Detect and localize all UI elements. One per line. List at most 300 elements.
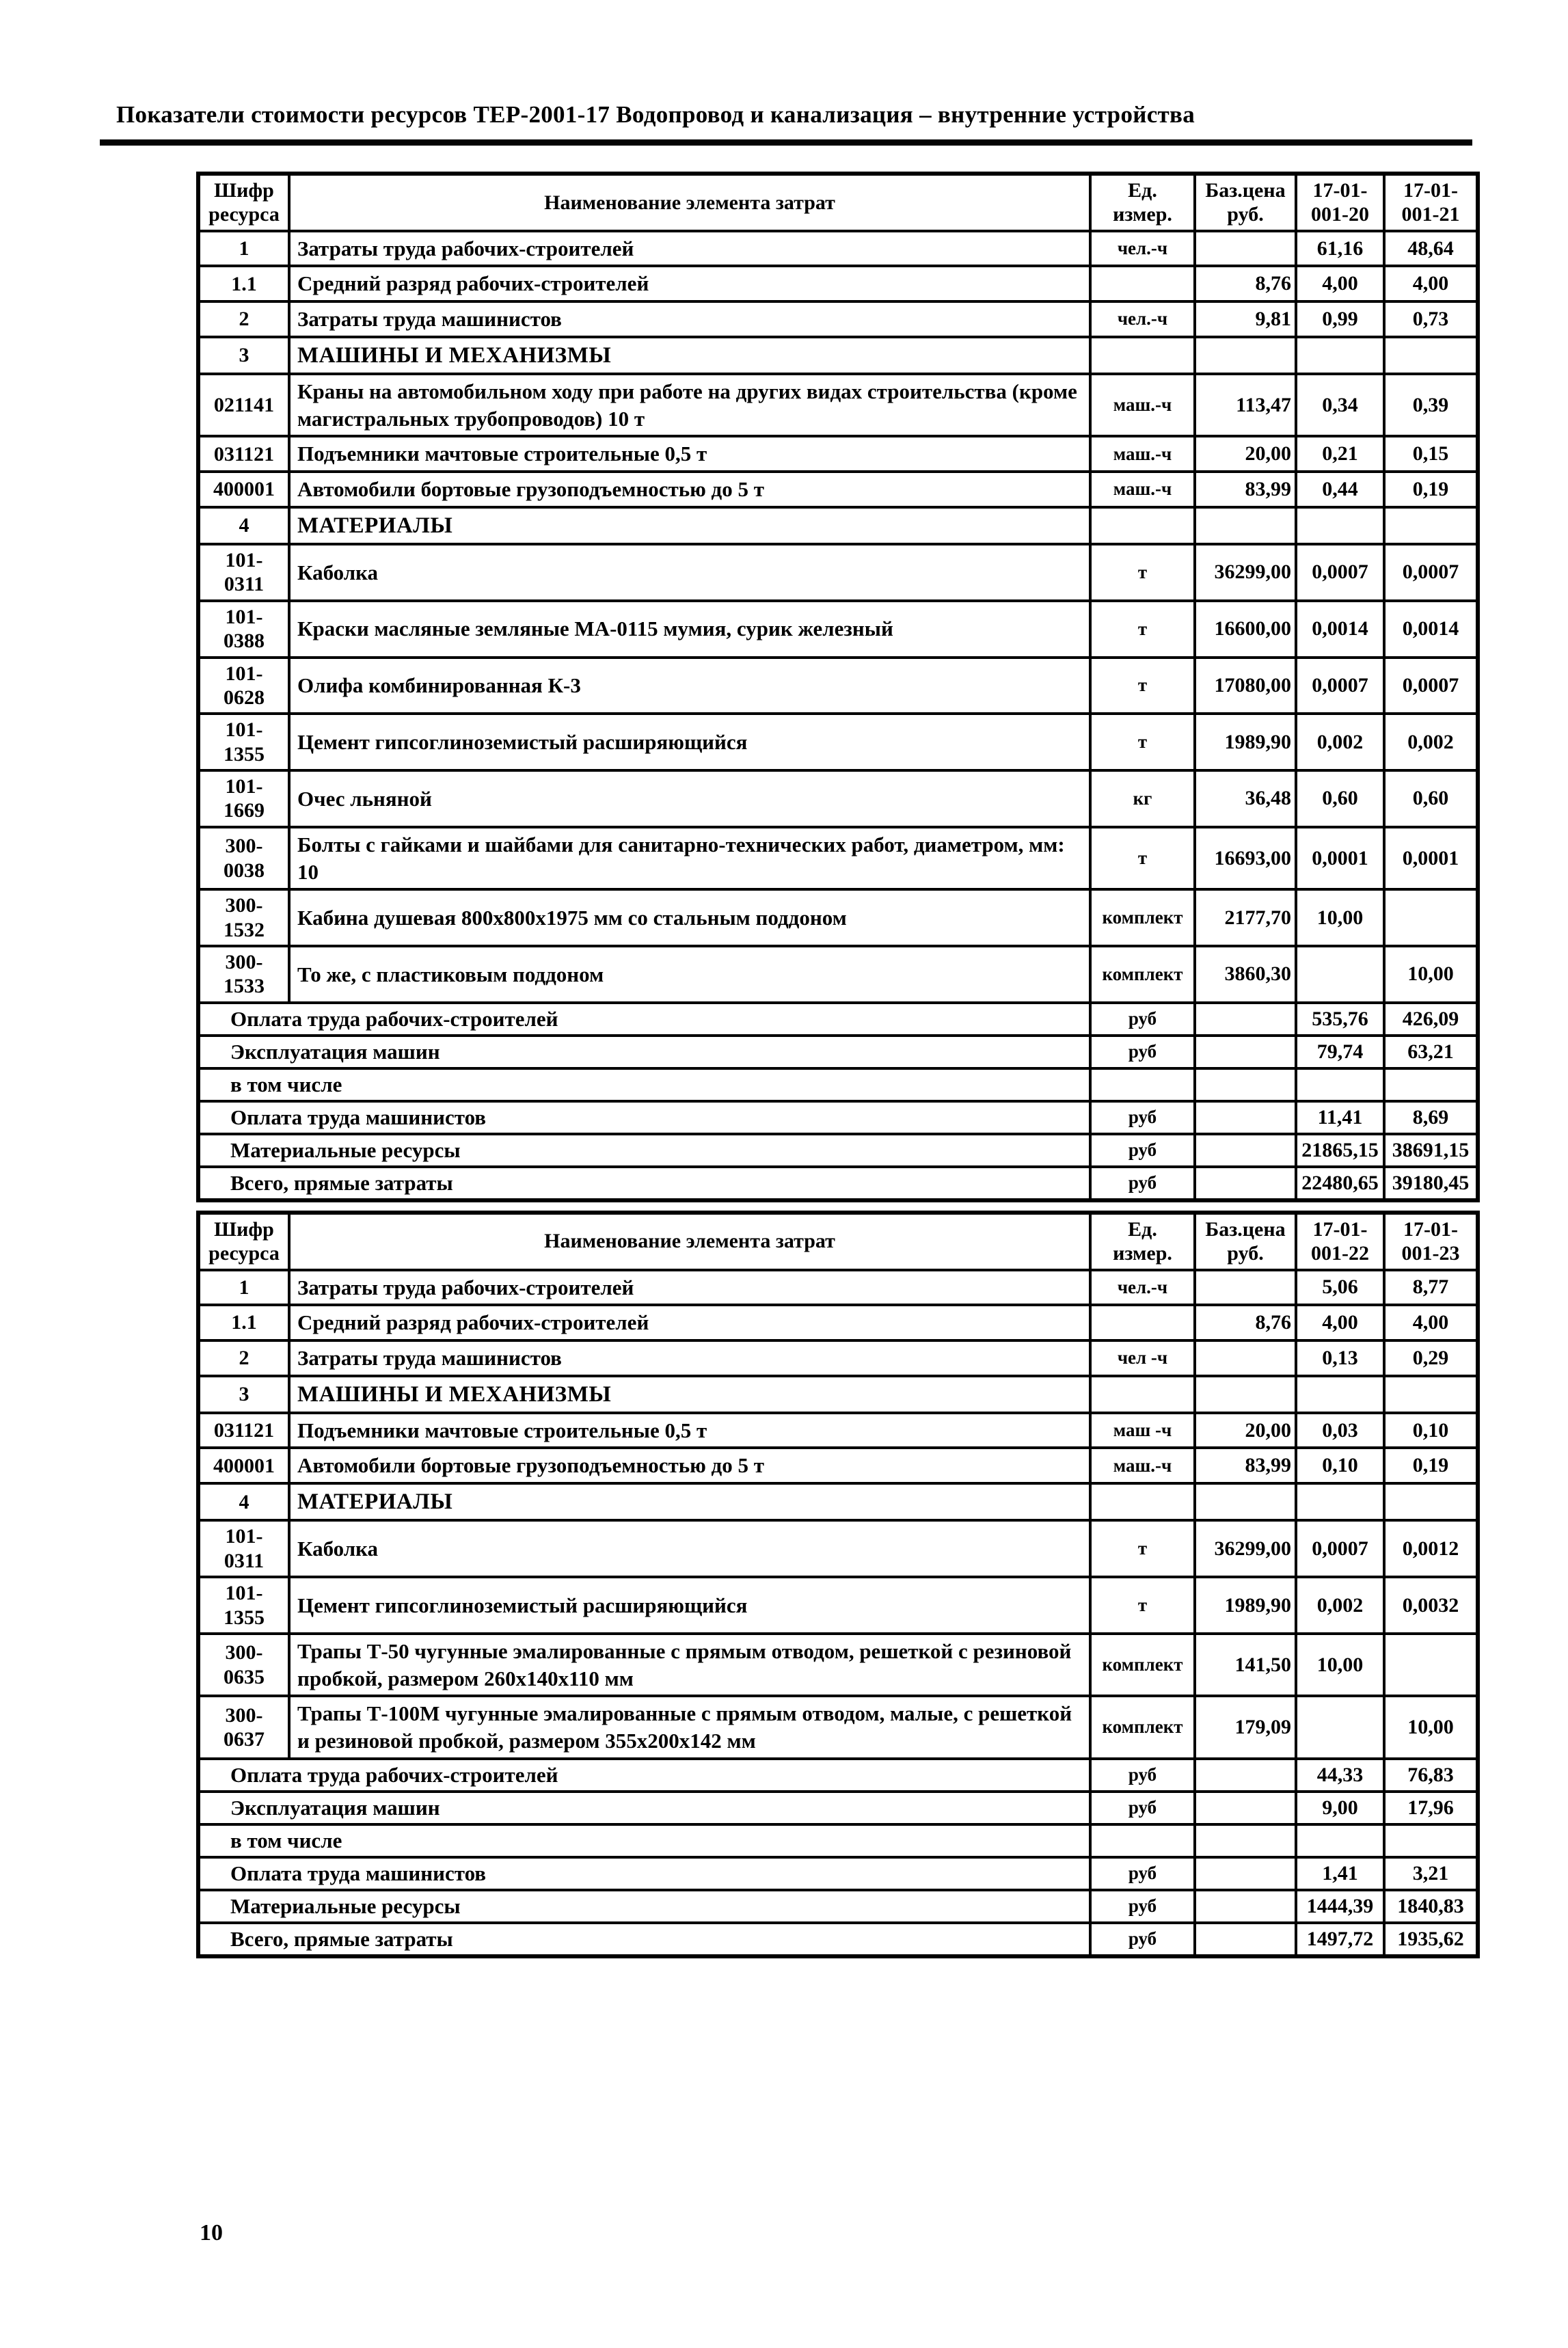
- base-price: [1195, 1923, 1296, 1956]
- cost-element-name: МАТЕРИАЛЫ: [289, 1483, 1090, 1520]
- base-price: 20,00: [1195, 1413, 1296, 1448]
- resource-code: [198, 1340, 289, 1376]
- cost-element-name: Краски масляные земляные МА-0115 мумия, сурик железный: [289, 601, 1090, 658]
- estimate-value-2: 4,00: [1384, 266, 1478, 301]
- estimate-value-2: [1384, 1483, 1478, 1520]
- resource-code: [198, 436, 289, 472]
- estimate-value-1: [1296, 1068, 1384, 1101]
- base-price: [1195, 1376, 1296, 1413]
- estimate-value-2: 17,96: [1384, 1792, 1478, 1824]
- column-header: [1384, 1213, 1478, 1270]
- resource-code-line: 1355: [224, 742, 265, 766]
- base-price: 16693,00: [1195, 827, 1296, 889]
- unit-of-measure: руб: [1090, 1890, 1195, 1923]
- estimate-value-2: [1384, 1824, 1478, 1857]
- base-price: [1195, 337, 1296, 374]
- cost-element-name: Подъемники мачтовые строительные 0,5 т: [289, 436, 1090, 472]
- cost-element-name: Средний разряд рабочих-строителей: [289, 266, 1090, 301]
- resource-code-line: 4: [239, 1490, 249, 1513]
- column-header-line: 001-22: [1311, 1242, 1369, 1265]
- unit-of-measure: комплект: [1090, 1696, 1195, 1758]
- column-header-line: измер.: [1113, 1242, 1172, 1265]
- unit-of-measure: руб: [1090, 1792, 1195, 1824]
- estimate-value-2: 0,0014: [1384, 601, 1478, 658]
- estimate-value-1: 0,21: [1296, 436, 1384, 472]
- column-header: [1195, 1213, 1296, 1270]
- unit-of-measure: руб: [1090, 1167, 1195, 1200]
- estimate-value-2: 38691,15: [1384, 1134, 1478, 1167]
- cost-element-name: МАШИНЫ И МЕХАНИЗМЫ: [289, 1376, 1090, 1413]
- resource-code-line: 4: [239, 514, 249, 537]
- table-row: [198, 1003, 1478, 1036]
- table-row: [198, 1413, 1478, 1448]
- estimate-value-2: 1840,83: [1384, 1890, 1478, 1923]
- table-row: [198, 827, 1478, 889]
- estimate-value-1: 0,002: [1296, 1577, 1384, 1634]
- unit-of-measure: маш.-ч: [1090, 472, 1195, 507]
- estimate-value-1: [1296, 1824, 1384, 1857]
- resource-code-line: 300-: [225, 950, 263, 973]
- resource-code: [198, 1376, 289, 1413]
- table-row: [198, 601, 1478, 658]
- base-price: [1195, 1167, 1296, 1200]
- estimate-value-2: 0,002: [1384, 714, 1478, 770]
- column-header: [1296, 1213, 1384, 1270]
- table-row: [198, 1036, 1478, 1068]
- estimate-value-1: [1296, 1376, 1384, 1413]
- base-price: 1989,90: [1195, 1577, 1296, 1634]
- resource-code: [198, 1483, 289, 1520]
- column-header-line: 17-01-: [1312, 1217, 1368, 1241]
- table-row: [198, 1857, 1478, 1890]
- column-header-line: Шифр: [214, 179, 274, 202]
- column-header-line: руб.: [1227, 203, 1264, 226]
- base-price: 9,81: [1195, 301, 1296, 337]
- table-row: [198, 1520, 1478, 1577]
- estimate-value-1: 0,0007: [1296, 658, 1384, 714]
- table-row: [198, 301, 1478, 337]
- summary-label: Оплата труда рабочих-строителей: [198, 1759, 1090, 1792]
- unit-of-measure: т: [1090, 601, 1195, 658]
- estimate-value-1: 10,00: [1296, 1634, 1384, 1696]
- estimate-value-1: 5,06: [1296, 1270, 1384, 1306]
- base-price: [1195, 1270, 1296, 1306]
- estimate-value-2: 0,0012: [1384, 1520, 1478, 1577]
- table-row: [198, 1167, 1478, 1200]
- column-header: [1090, 174, 1195, 231]
- base-price: [1195, 1036, 1296, 1068]
- resource-code: [198, 827, 289, 889]
- unit-of-measure: чел.-ч: [1090, 1270, 1195, 1306]
- estimate-value-2: 10,00: [1384, 946, 1478, 1003]
- estimate-value-1: [1296, 1696, 1384, 1758]
- estimate-value-1: 44,33: [1296, 1759, 1384, 1792]
- base-price: 36299,00: [1195, 544, 1296, 601]
- unit-of-measure: комплект: [1090, 1634, 1195, 1696]
- unit-of-measure: руб: [1090, 1101, 1195, 1134]
- column-header-line: руб.: [1227, 1242, 1264, 1265]
- resource-code: [198, 472, 289, 507]
- unit-of-measure: маш -ч: [1090, 1413, 1195, 1448]
- base-price: 16600,00: [1195, 601, 1296, 658]
- resource-code-line: 021141: [213, 394, 275, 416]
- column-header-line: 001-23: [1401, 1242, 1460, 1265]
- cost-element-name: Трапы Т-100М чугунные эмалированные с прямым отводом, малые, с решеткой и резиновой пробкой, размером 355х200х142 мм: [289, 1696, 1090, 1758]
- estimate-value-1: 1444,39: [1296, 1890, 1384, 1923]
- resource-code-line: 0038: [224, 859, 265, 882]
- cost-element-name: Автомобили бортовые грузоподъемностью до 5 т: [289, 472, 1090, 507]
- estimate-value-1: 21865,15: [1296, 1134, 1384, 1167]
- base-price: [1195, 1101, 1296, 1134]
- table-row: [198, 1270, 1478, 1306]
- cost-element-name: Краны на автомобильном ходу при работе на других видах строительства (кроме магистральных трубопроводов) 10 т: [289, 374, 1090, 436]
- resource-code: [198, 601, 289, 658]
- unit-of-measure: комплект: [1090, 889, 1195, 946]
- table-row: [198, 1923, 1478, 1956]
- resource-code: [198, 714, 289, 770]
- base-price: [1195, 231, 1296, 267]
- resource-code-line: 101-: [225, 718, 263, 742]
- base-price: [1195, 1792, 1296, 1824]
- estimate-value-2: 8,69: [1384, 1101, 1478, 1134]
- estimate-value-1: 10,00: [1296, 889, 1384, 946]
- cost-element-name: Средний разряд рабочих-строителей: [289, 1305, 1090, 1340]
- base-price: 3860,30: [1195, 946, 1296, 1003]
- base-price: [1195, 1068, 1296, 1101]
- estimate-value-1: 1,41: [1296, 1857, 1384, 1890]
- estimate-value-2: 0,10: [1384, 1413, 1478, 1448]
- resource-code-line: 0635: [224, 1665, 265, 1688]
- resource-code-line: 1533: [224, 975, 265, 998]
- summary-label: Материальные ресурсы: [198, 1134, 1090, 1167]
- resource-code-line: 1.1: [231, 1311, 257, 1334]
- resource-code: [198, 1696, 289, 1758]
- estimate-value-1: 4,00: [1296, 266, 1384, 301]
- summary-label: Эксплуатация машин: [198, 1792, 1090, 1824]
- column-header: [1296, 174, 1384, 231]
- resource-code-line: 0311: [224, 573, 265, 596]
- base-price: [1195, 1134, 1296, 1167]
- cost-element-name: Затраты труда машинистов: [289, 301, 1090, 337]
- table-row: [198, 1759, 1478, 1792]
- table-row: [198, 1634, 1478, 1696]
- unit-of-measure: руб: [1090, 1134, 1195, 1167]
- summary-label: в том числе: [198, 1068, 1090, 1101]
- table-row: [198, 1134, 1478, 1167]
- base-price: 2177,70: [1195, 889, 1296, 946]
- unit-of-measure: чел.-ч: [1090, 231, 1195, 267]
- table-row: [198, 266, 1478, 301]
- estimate-value-1: 61,16: [1296, 231, 1384, 267]
- unit-of-measure: комплект: [1090, 946, 1195, 1003]
- estimate-value-2: 0,0007: [1384, 544, 1478, 601]
- base-price: 36299,00: [1195, 1520, 1296, 1577]
- estimate-value-1: [1296, 1483, 1384, 1520]
- estimate-value-1: [1296, 337, 1384, 374]
- cost-table-bottom: [196, 1211, 1480, 1958]
- unit-of-measure: т: [1090, 827, 1195, 889]
- unit-of-measure: т: [1090, 1520, 1195, 1577]
- column-header-line: ресурса: [208, 1242, 280, 1265]
- resource-code-line: 1532: [224, 918, 265, 941]
- header-row: [198, 1213, 1478, 1270]
- table-row: [198, 1305, 1478, 1340]
- resource-code: [198, 1634, 289, 1696]
- estimate-value-1: 0,0014: [1296, 601, 1384, 658]
- unit-of-measure: [1090, 507, 1195, 544]
- resource-code-line: 3: [239, 1382, 249, 1405]
- table-row: [198, 714, 1478, 770]
- cost-element-name: Болты с гайками и шайбами для санитарно-технических работ, диаметром, мм: 10: [289, 827, 1090, 889]
- resource-code-line: 0637: [224, 1727, 265, 1751]
- resource-code-line: 101-: [225, 775, 263, 798]
- resource-code: [198, 946, 289, 1003]
- table-row: [198, 1483, 1478, 1520]
- estimate-value-1: 0,0007: [1296, 1520, 1384, 1577]
- cost-element-name: Олифа комбинированная К-3: [289, 658, 1090, 714]
- summary-label: Эксплуатация машин: [198, 1036, 1090, 1068]
- estimate-value-2: 48,64: [1384, 231, 1478, 267]
- estimate-value-2: [1384, 507, 1478, 544]
- table-row: [198, 1376, 1478, 1413]
- unit-of-measure: т: [1090, 658, 1195, 714]
- cost-element-name: Цемент гипсоглиноземистый расширяющийся: [289, 714, 1090, 770]
- estimate-value-1: 0,99: [1296, 301, 1384, 337]
- column-header-line: Наименование элемента затрат: [544, 191, 835, 214]
- table-row: [198, 337, 1478, 374]
- resource-code-line: 300-: [225, 1641, 263, 1664]
- unit-of-measure: маш.-ч: [1090, 374, 1195, 436]
- base-price: [1195, 1003, 1296, 1036]
- base-price: 141,50: [1195, 1634, 1296, 1696]
- resource-code: [198, 1413, 289, 1448]
- column-header-line: 17-01-: [1403, 1217, 1458, 1241]
- table-row: [198, 1448, 1478, 1483]
- estimate-value-2: 0,0032: [1384, 1577, 1478, 1634]
- column-header: [1384, 174, 1478, 231]
- unit-of-measure: чел.-ч: [1090, 301, 1195, 337]
- resource-code: [198, 1577, 289, 1634]
- estimate-value-1: 11,41: [1296, 1101, 1384, 1134]
- resource-code: [198, 1270, 289, 1306]
- unit-of-measure: руб: [1090, 1857, 1195, 1890]
- column-header-line: Наименование элемента затрат: [544, 1230, 835, 1253]
- unit-of-measure: т: [1090, 544, 1195, 601]
- page-number: 10: [200, 2220, 223, 2245]
- table-row: [198, 946, 1478, 1003]
- base-price: 113,47: [1195, 374, 1296, 436]
- resource-code-line: 2: [239, 1347, 249, 1370]
- unit-of-measure: [1090, 1376, 1195, 1413]
- resource-code: [198, 1305, 289, 1340]
- resource-code-line: 101-: [225, 1582, 263, 1605]
- resource-code-line: 0388: [224, 630, 265, 653]
- cost-element-name: Трапы Т-50 чугунные эмалированные с прямым отводом, решеткой с резиновой пробкой, размером 260х140х110 мм: [289, 1634, 1090, 1696]
- column-header: [1195, 174, 1296, 231]
- estimate-value-1: [1296, 946, 1384, 1003]
- table-row: [198, 436, 1478, 472]
- resource-code-line: 300-: [225, 894, 263, 917]
- column-header-line: Ед.: [1128, 179, 1157, 202]
- column-header-line: измер.: [1113, 203, 1172, 226]
- estimate-value-1: 4,00: [1296, 1305, 1384, 1340]
- estimate-value-1: 79,74: [1296, 1036, 1384, 1068]
- cost-element-name: МАШИНЫ И МЕХАНИЗМЫ: [289, 337, 1090, 374]
- column-header-line: 001-21: [1401, 203, 1460, 226]
- resource-code-line: 101-: [225, 605, 263, 628]
- unit-of-measure: маш.-ч: [1090, 436, 1195, 472]
- unit-of-measure: [1090, 1305, 1195, 1340]
- resource-code: [198, 337, 289, 374]
- resource-code-line: 300-: [225, 1703, 263, 1727]
- resource-code-line: 1.1: [231, 272, 257, 295]
- column-header-line: 17-01-: [1403, 179, 1458, 202]
- estimate-value-2: 0,19: [1384, 1448, 1478, 1483]
- estimate-value-2: 3,21: [1384, 1857, 1478, 1890]
- base-price: [1195, 507, 1296, 544]
- estimate-value-2: 0,60: [1384, 770, 1478, 827]
- resource-code: [198, 1520, 289, 1577]
- unit-of-measure: [1090, 1824, 1195, 1857]
- estimate-value-2: 0,15: [1384, 436, 1478, 472]
- column-header-line: Баз.цена: [1205, 1217, 1286, 1241]
- estimate-value-2: 0,0001: [1384, 827, 1478, 889]
- column-header: [198, 174, 289, 231]
- estimate-value-2: 426,09: [1384, 1003, 1478, 1036]
- base-price: 36,48: [1195, 770, 1296, 827]
- base-price: 179,09: [1195, 1696, 1296, 1758]
- column-header-line: Баз.цена: [1205, 179, 1286, 202]
- unit-of-measure: [1090, 1068, 1195, 1101]
- resource-code-line: 400001: [213, 478, 275, 501]
- resource-code: [198, 301, 289, 337]
- resource-code: [198, 1448, 289, 1483]
- resource-code-line: 101-: [225, 662, 263, 685]
- estimate-value-2: 0,19: [1384, 472, 1478, 507]
- column-header-line: ресурса: [208, 203, 280, 226]
- resource-code-line: 300-: [225, 835, 263, 858]
- estimate-value-1: 0,60: [1296, 770, 1384, 827]
- resource-code-line: 1669: [224, 799, 265, 822]
- cost-element-name: Очес льняной: [289, 770, 1090, 827]
- base-price: 8,76: [1195, 266, 1296, 301]
- estimate-value-2: [1384, 1376, 1478, 1413]
- cost-element-name: Автомобили бортовые грузоподъемностью до 5 т: [289, 1448, 1090, 1483]
- base-price: 83,99: [1195, 472, 1296, 507]
- table-row: [198, 1824, 1478, 1857]
- resource-code: [198, 770, 289, 827]
- estimate-value-2: [1384, 1634, 1478, 1696]
- estimate-value-1: 9,00: [1296, 1792, 1384, 1824]
- column-header: [1090, 1213, 1195, 1270]
- base-price: 20,00: [1195, 436, 1296, 472]
- estimate-value-1: 0,0001: [1296, 827, 1384, 889]
- base-price: [1195, 1759, 1296, 1792]
- estimate-value-2: 63,21: [1384, 1036, 1478, 1068]
- base-price: 8,76: [1195, 1305, 1296, 1340]
- resource-code-line: 1355: [224, 1606, 265, 1629]
- column-header: [289, 174, 1090, 231]
- unit-of-measure: руб: [1090, 1759, 1195, 1792]
- base-price: [1195, 1857, 1296, 1890]
- table-row: [198, 1577, 1478, 1634]
- cost-element-name: Каболка: [289, 544, 1090, 601]
- base-price: [1195, 1890, 1296, 1923]
- base-price: 83,99: [1195, 1448, 1296, 1483]
- summary-label: Оплата труда рабочих-строителей: [198, 1003, 1090, 1036]
- base-price: [1195, 1824, 1296, 1857]
- estimate-value-2: [1384, 889, 1478, 946]
- resource-code-line: 101-: [225, 548, 263, 571]
- table-row: [198, 1340, 1478, 1376]
- unit-of-measure: т: [1090, 1577, 1195, 1634]
- estimate-value-2: 76,83: [1384, 1759, 1478, 1792]
- table-row: [198, 374, 1478, 436]
- column-header-line: 17-01-: [1312, 179, 1368, 202]
- unit-of-measure: [1090, 266, 1195, 301]
- estimate-value-1: 0,002: [1296, 714, 1384, 770]
- estimate-value-2: [1384, 1068, 1478, 1101]
- estimate-value-1: 0,03: [1296, 1413, 1384, 1448]
- title-underline: [100, 139, 1472, 146]
- resource-code: [198, 658, 289, 714]
- estimate-value-2: [1384, 337, 1478, 374]
- resource-code-line: 2: [239, 308, 249, 331]
- resource-code-line: 1: [239, 1276, 249, 1299]
- resource-code-line: 1: [239, 237, 249, 260]
- resource-code: [198, 507, 289, 544]
- unit-of-measure: [1090, 1483, 1195, 1520]
- estimate-value-2: 0,0007: [1384, 658, 1478, 714]
- unit-of-measure: кг: [1090, 770, 1195, 827]
- base-price: [1195, 1340, 1296, 1376]
- unit-of-measure: т: [1090, 714, 1195, 770]
- estimate-value-2: 8,77: [1384, 1270, 1478, 1306]
- estimate-value-1: 0,34: [1296, 374, 1384, 436]
- table-row: [198, 658, 1478, 714]
- cost-element-name: МАТЕРИАЛЫ: [289, 507, 1090, 544]
- estimate-value-2: 0,73: [1384, 301, 1478, 337]
- resource-code-line: 101-: [225, 1525, 263, 1548]
- summary-label: Материальные ресурсы: [198, 1890, 1090, 1923]
- resource-code-line: 3: [239, 344, 249, 367]
- cost-element-name: Цемент гипсоглиноземистый расширяющийся: [289, 1577, 1090, 1634]
- unit-of-measure: руб: [1090, 1923, 1195, 1956]
- resource-code: [198, 374, 289, 436]
- summary-label: Оплата труда машинистов: [198, 1101, 1090, 1134]
- cost-element-name: Кабина душевая 800х800х1975 мм со стальным поддоном: [289, 889, 1090, 946]
- estimate-value-1: 0,44: [1296, 472, 1384, 507]
- resource-code: [198, 544, 289, 601]
- unit-of-measure: руб: [1090, 1036, 1195, 1068]
- unit-of-measure: [1090, 337, 1195, 374]
- table-row: [198, 770, 1478, 827]
- resource-code-line: 0628: [224, 686, 265, 709]
- estimate-value-2: 0,39: [1384, 374, 1478, 436]
- table-row: [198, 1068, 1478, 1101]
- header-row: [198, 174, 1478, 231]
- estimate-value-1: 0,0007: [1296, 544, 1384, 601]
- estimate-value-1: 22480,65: [1296, 1167, 1384, 1200]
- base-price: 17080,00: [1195, 658, 1296, 714]
- cost-element-name: Каболка: [289, 1520, 1090, 1577]
- table-row: [198, 1890, 1478, 1923]
- resource-code-line: 031121: [213, 442, 275, 465]
- unit-of-measure: руб: [1090, 1003, 1195, 1036]
- table-row: [198, 231, 1478, 267]
- estimate-value-2: 0,29: [1384, 1340, 1478, 1376]
- estimate-value-1: 0,10: [1296, 1448, 1384, 1483]
